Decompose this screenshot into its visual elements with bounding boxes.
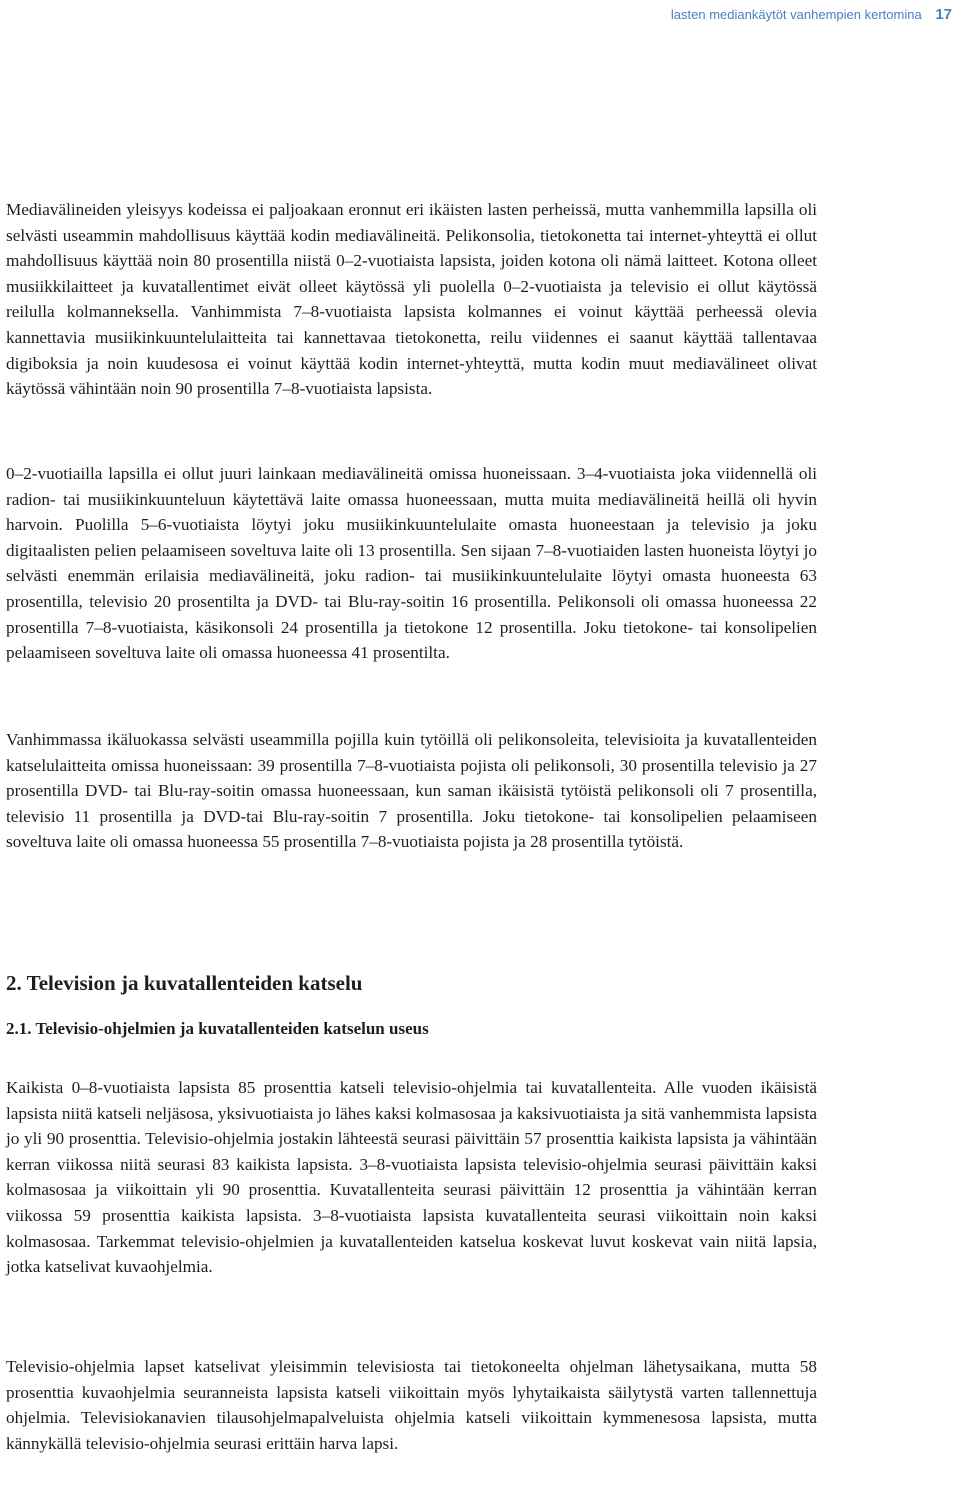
section-heading: 2. Television ja kuvatallenteiden katselu [6,971,363,995]
running-title: lasten mediankäytöt vanhempien kertomina [670,7,922,22]
paragraph-viewing-channels: Televisio-ohjelmia lapset katselivat yleisimmin televisiosta tai tietokoneelta ohjelman lähetysaikana, mutta 58 prosenttia kuvaohjelmia seuranneista lapsista katseli viikoittain myös lyhytaikaista säilytystä varten tallennettuja ohjelmia. Televisiokanavien tilausohjelmapalveluista ohjelmia katseli viikoittain kymmenesosa lapsista, mutta kännykällä televisio-ohjelmia seurasi erittäin harva lapsi. [6,1357,817,1453]
paragraph-media-access: Mediavälineiden yleisyys kodeissa ei paljoakaan eronnut eri ikäisten lasten perheissä, mutta vanhemmilla lapsilla oli selvästi useammin mahdollisuus käyttää kodin mediavälineitä. Pelikonsolia, tietokonetta tai internet-yhteyttä ei ollut mahdollisuus käyttää noin 80 prosentilla niistä 0–2-vuotiaista lapsista, joiden kotona oli nämä laitteet. Kotona olleet musiikkilaitteet ja kuvatallentimet eivät olleet käytössä yli puolella 0–2-vuotiaista ja televisio ei ollut käytössä reilulla kolmanneksella. Vanhimmista 7–8-vuotiaista lapsista kolmannes ei voinut käyttää perheessä olevia kannettavia musiikinkuuntelulaitteita tai kannettavaa tietokonetta, reilu viidennes ei saanut käyttää tallentavaa digiboksia ja noin kuudesosa ei voinut käyttää kodin internet-yhteyttä, mutta kodin muut mediavälineet olivat käytössä vähintään noin 90 prosentilla 7–8-vuotiaista lapsista. [6,200,817,399]
paragraph-viewing-frequency: Kaikista 0–8-vuotiaista lapsista 85 prosenttia katseli televisio-ohjelmia tai kuvatallenteita. Alle vuoden ikäisistä lapsista niitä katseli neljäsosa, yksivuotiaista jo lähes kaksi kolmasosaa ja kaksivuotiaista ja sitä vanhemmista lapsista jo yli 90 prosenttia. Televisio-ohjelmia jostakin lähteestä seurasi päivittäin 57 prosenttia kaikista lapsista ja vähintään kerran viikossa niitä seurasi 83 kaikista lapsista. 3–8-vuotiaista lapsista televisio-ohjelmia seurasi päivittäin kaksi kolmasosaa ja viikoittain yli 90 prosenttia. Kuvatallenteita seurasi päivittäin 12 prosenttia ja vähintään kerran viikossa 59 prosenttia kaikista lapsista. 3–8-vuotiaista lapsista kuvatallenteita seurasi viikoittain noin kaksi kolmasosaa. Tarkemmat televisio-ohjelmien ja kuvatallenteiden katselua koskevat luvut koskevat vain niitä lapsia, jotka katselivat kuvaohjelmia. [6,1078,817,1277]
running-header [671,6,952,23]
paragraph-own-room-devices: 0–2-vuotiailla lapsilla ei ollut juuri lainkaan mediavälineitä omissa huoneissaan. 3–4-vuotiaista joka viidennellä oli radion- tai musiikinkuunteluun käytettävä laite omassa huoneessaan, mutta muita mediavälineitä heillä oli hyvin harvoin. Puolilla 5–6-vuotiaista löytyi joku musiikinkuuntelulaite omasta huoneestaan ja televisio ja joku digitaalisten pelien pelaamiseen soveltuva laite oli 13 prosentilla. Sen sijaan 7–8-vuotiaiden lasten huoneista löytyi jo selvästi enemmän erilaisia mediavälineitä, joku radion- tai musiikinkuuntelulaite löytyi omasta huoneesta 63 prosentilla, televisio 20 prosentilta ja DVD- tai Blu-ray-soitin 16 prosentilla. Pelikonsoli oli omassa huoneessa 22 prosentilla 7–8-vuotiaista, käsikonsoli 24 prosentilla ja tietokone 12 prosentilla. Joku tietokone- tai konsolipelien pelaamiseen soveltuva laite oli omassa huoneessa 41 prosentilta. [6,464,817,663]
paragraph-gender-differences: Vanhimmassa ikäluokassa selvästi useammilla pojilla kuin tytöillä oli pelikonsoleita, televisioita ja kuvatallenteiden katselulaitteita omissa huoneissaan: 39 prosentilla 7–8-vuotiaista pojista oli pelikonsoli, 30 prosentilla televisio ja 27 prosentilla DVD- tai Blu-ray-soitin omassa huoneessaan, kun saman ikäisistä tytöistä pelikonsoli oli 7 prosentilla, televisio 11 prosentilla ja DVD-tai Blu-ray-soitin 7 prosentilla. Joku tietokone- tai konsolipelien pelaamiseen soveltuva laite oli omassa huoneessa 55 prosentilla 7–8-vuotiaista pojista ja 28 prosentilla tytöistä. [6,730,817,852]
page-number: 17 [935,6,952,23]
subsection-heading: 2.1. Televisio-ohjelmien ja kuvatallenteiden katselun useus [6,1019,429,1038]
